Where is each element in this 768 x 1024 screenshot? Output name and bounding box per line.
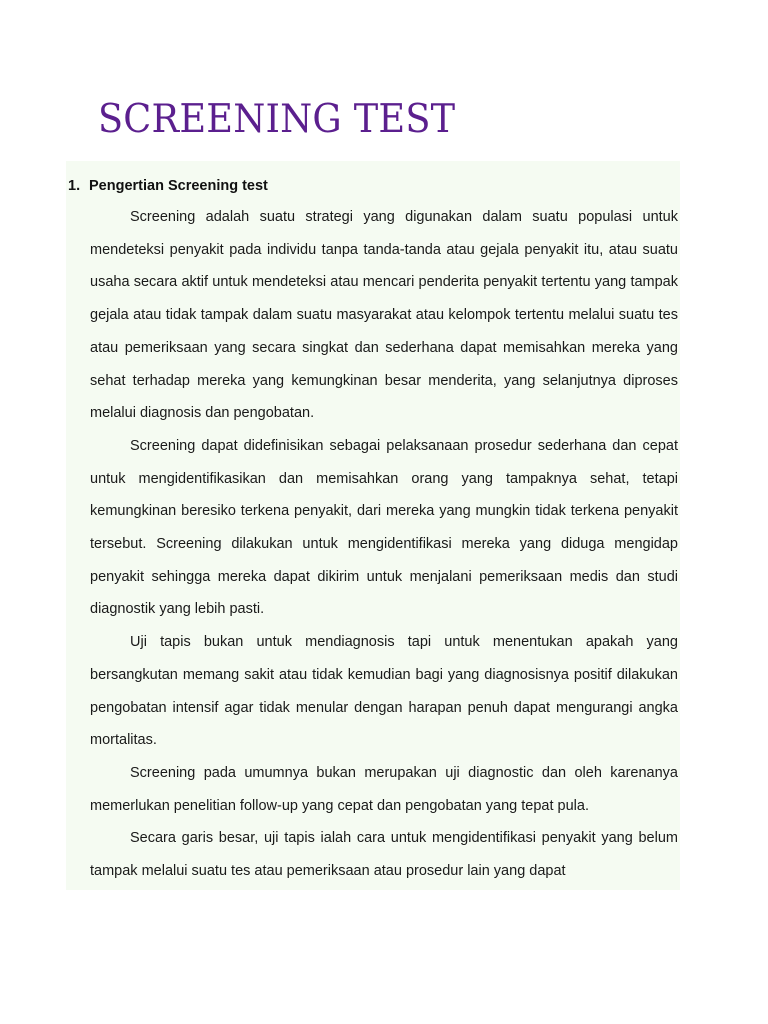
document-title: SCREENING TEST (98, 97, 456, 142)
paragraph: Screening adalah suatu strategi yang digunakan dalam suatu populasi untuk mendeteksi penyakit pada individu tanpa tanda-tanda atau gejala penyakit itu, atau suatu usaha secara aktif untuk mendeteksi atau mencari penderita penyakit tertentu yang tampak gejala atau tidak tampak dalam suatu masyarakat atau kelompok tertentu melalui suatu tes atau pemeriksaan yang secara singkat dan sederhana dapat memisahkan mereka yang sehat terhadap mereka yang kemungkinan besar menderita, yang selanjutnya diproses melalui diagnosis dan pengobatan. (90, 209, 678, 422)
section-number: 1. (68, 178, 81, 194)
section-heading-text: Pengertian Screening test (89, 178, 268, 194)
section-body (90, 201, 678, 888)
paragraph: Screening pada umumnya bukan merupakan uji diagnostic dan oleh karenanya memerlukan penelitian follow-up yang cepat dan pengobatan yang tepat pula. (90, 764, 678, 814)
section-heading (68, 170, 268, 202)
paragraph: Screening dapat didefinisikan sebagai pelaksanaan prosedur sederhana dan cepat untuk mengidentifikasikan dan memisahkan orang yang tampaknya sehat, tetapi kemungkinan beresiko terkena penyakit, dari mereka yang mungkin tidak terkena penyakit tersebut. Screening dilakukan untuk mengidentifikasi mereka yang diduga mengidap penyakit sehingga mereka dapat dikirim untuk menjalani pemeriksaan medis dan studi diagnostik yang lebih pasti. (90, 437, 678, 618)
paragraph: Uji tapis bukan untuk mendiagnosis tapi untuk menentukan apakah yang bersangkutan memang sakit atau tidak kemudian bagi yang diagnosisnya positif dilakukan pengobatan intensif agar tidak menular dengan harapan penuh dapat mengurangi angka mortalitas. (90, 634, 678, 749)
paragraph: Secara garis besar, uji tapis ialah cara untuk mengidentifikasi penyakit yang belum tampak melalui suatu tes atau pemeriksaan atau prosedur lain yang dapat (90, 830, 678, 880)
